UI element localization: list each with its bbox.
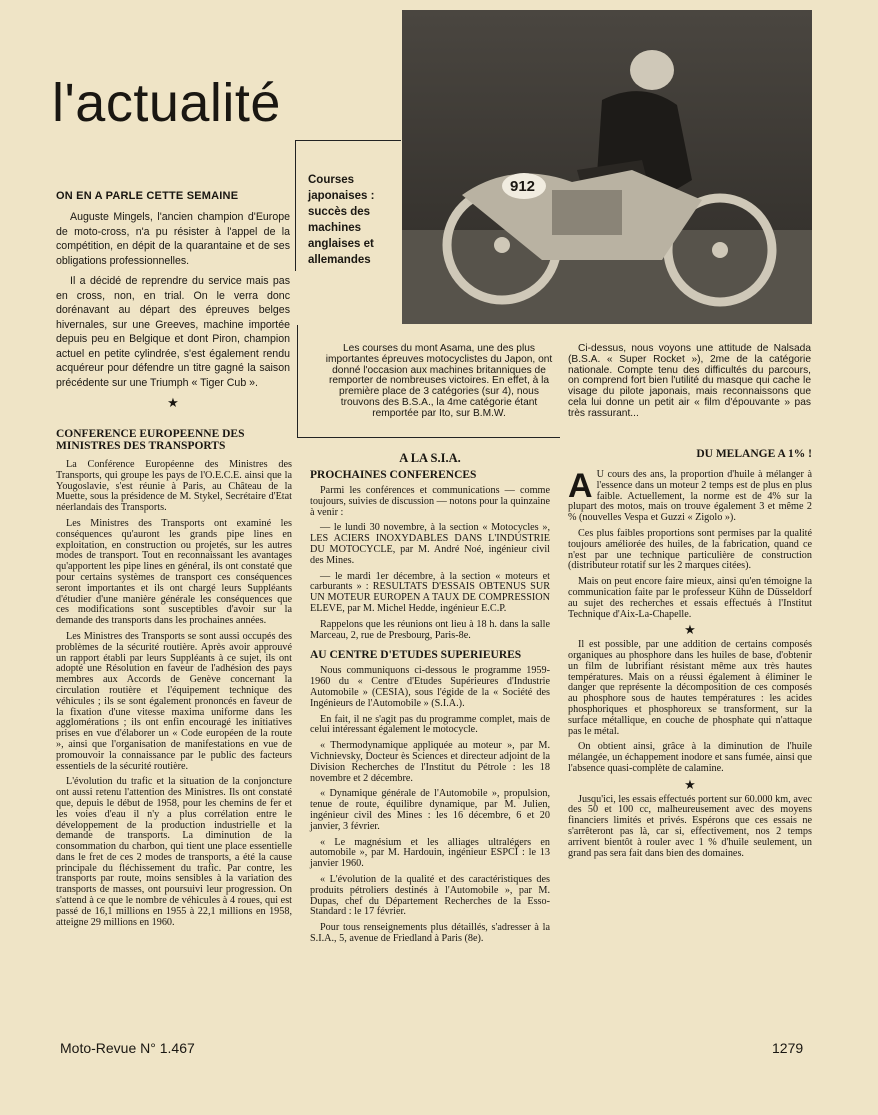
paragraph: On obtient ainsi, grâce à la diminution de l'huile mélangée, un échappement inodore et sans fumée, ainsi que l'absence quasi-complète de calamine.	[568, 741, 812, 774]
article-heading: AU CENTRE D'ETUDES SUPERIEURES	[310, 649, 522, 662]
paragraph: Il est possible, par une addition de certains composés organiques au phosphore dans les huiles de base, d'obtenir un film de lubrifiant résistant même aux très hautes températures. Mais on a réussi également à éliminer le danger que représente la décomposition de ces composés au phosphore sous de hautes températures : les acides phosphoriques et phosphoreux se transforment, sur la surface métallique, en couche de phosphate qui n'attaque pas le métal.	[568, 639, 812, 737]
paragraph: « Le magnésium et les alliages ultralégers en automobile », par M. Hardouin, ingénieur ESPCI : le 13 janvier 1960.	[310, 836, 550, 870]
paragraph: « Thermodynamique appliquée au moteur », par M. Vichnievsky, Docteur ès Sciences et directeur adjoint de la Division Recherches de l'Institut du Pétrole : les 18 novembre et 2 décembre.	[310, 740, 550, 784]
paragraph: L'évolution du trafic et la situation de la conjoncture ont aussi retenu l'attention des Ministres. Ils ont constaté que, depuis le début de 1958, pour les chemins de fer et les voies d'eau il n'y a plus corrélation entre le développement de la production industrielle et la demande de transports. La diminution de la consommation du charbon, qui tient une place essentielle dans le fret de ces 2 modes de transports, a été la cause principale du fléchissement du trafic. Par contre, les transports par route, moins sensibles à la variation des transports de masses, ont poursuivi leur progression. On s'attend à ce que le nombre de véhicules à 4 roues, qui est passé de 16,1 millions en 1955 à 22,1 millions en 1958, atteigne 29 millions en 1960.	[56, 776, 292, 928]
paragraph: « L'évolution de la qualité et des caractéristiques des produits pétroliers destinés à l'Automobile », par M. Dupas, chef du Département Recherches de la Esso-Standard : le 17 février.	[310, 873, 550, 918]
paragraph: Pour tous renseignements plus détaillés, s'adresser à la S.I.A., 5, avenue de Friedland à Paris (8e).	[310, 922, 550, 944]
star-separator: ★	[684, 776, 696, 792]
paragraph: « Dynamique générale de l'Automobile », propulsion, tenue de route, équilibre dynamique, par M. Julien, ingénieur civil des Mines : les 16 décembre, 6 et 20 janvier, 3 février.	[310, 788, 550, 832]
paragraph: Jusqu'ici, les essais effectués portent sur 60.000 km, avec des 50 et 100 cc, malheureusement avec des moyens financiers limités et privés. Espérons que ces essais ne s'arrêteront pas là, car si, effectivement, nos 2 temps arrivent bientôt à rouler avec 1 % d'huile seulement, un grand pas sera fait dans bien des domaines.	[568, 793, 812, 859]
paragraph: Il a décidé de reprendre du service mais pas en cross, non, en trial. On le verra donc dorénavant au départ des épreuves belges hivernales, sur une Greeves, machine importée depuis peu en Belgique et dont Piron, champion actuel en petite cylindrée, s'est également rendu acquéreur pour défendre un titre gagné la saison précédente sur une Triumph « Tiger Cub ».	[56, 275, 290, 389]
paragraph: Auguste Mingels, l'ancien champion d'Europe de moto-cross, n'a pu résister à l'appel de la compétition, en dépit de la quarantaine et de ses obligations professionnelles.	[56, 211, 290, 267]
paragraph: Nous communiquons ci-dessous le programme 1959-1960 du « Centre d'Etudes Supérieures d'Industrie Automobile » (CESIA), sous l'égide de la « Société des Ingénieurs de l'Automobile » (S.I.A.).	[310, 665, 550, 709]
section-heading: ON EN A PARLE CETTE SEMAINE	[56, 190, 239, 202]
column-3	[568, 446, 812, 864]
motorcycle-photo	[402, 10, 812, 324]
motorcycle-rider-photo-icon	[402, 10, 812, 324]
column-2	[310, 452, 550, 950]
photo-caption	[568, 344, 811, 425]
article-heading: A LA S.I.A.	[399, 451, 461, 465]
paragraph: Les Ministres des Transports se sont aussi occupés des problèmes de la sécurité routière. Après avoir approuvé un rapport établi par leurs Suppléants à ce sujet, ils ont adopté une Résolution en faveur de l'adhésion des pays membres aux Accords de Genève concernant la circulation routière et l'équipement technique des véhicules ; ils se sont également prononcés en faveur de la fixation d'une vitesse maxima uniforme dans les agglomérations ; ils ont enfin encouragé les initiatives prises en vue d'élaborer un « Code européen de la route », ainsi que l'organisation de manifestations en vue de promouvoir la connaissance par le public des facteurs essentiels de la sécurité routière.	[56, 630, 292, 772]
paragraph: Rappelons que les réunions ont lieu à 18 h. dans la salle Marceau, 2, rue de Presbourg, Paris-8e.	[310, 618, 550, 641]
caption-text: Ci-dessus, nous voyons une attitude de Nalsada (B.S.A. « Super Rocket »), 2me de la catégorie nationale. Compte tenu des difficultés du parcours, on comprend fort bien l'utilité du masque qui cache le visage du pilote japonais, mais reconnaissons que cela lui donne un petit air « film d'épouvante » pas très rassurant...	[568, 343, 811, 419]
left-intro	[56, 210, 290, 415]
paragraph: A U cours des ans, la proportion d'huile à mélanger à l'essence dans un moteur 2 temps est de plus en plus faible. Actuellement, la norme est de 4% sur la plupart des motos, mais on trouve également 3 et même 2 % (nouvelles Vespa et Guzzi « Zigolo »).	[568, 467, 812, 524]
paragraph: La Conférence Européenne des Ministres des Transports, qui groupe les pays de l'O.E.C.E. ainsi que la Yougoslavie, s'est réunie à Paris, au Château de la Muette, sous la présidence de M. Stykel, Secrétaire d'Etat néerlandais des Transports.	[56, 459, 292, 514]
paragraph: Mais on peut encore faire mieux, ainsi qu'en témoigne la communication faite par le professeur Kühn de Düsseldorf au sujet des recherches et essais effectués à l'Institut Technique d'Aix-La-Chapelle.	[568, 576, 812, 620]
article-subheading: PROCHAINES CONFERENCES	[310, 469, 477, 481]
magazine-footer: Moto-Revue N° 1.467	[60, 1040, 195, 1056]
photo-caption-title: Courses japonaises : succès des machines anglaises et allemandes	[308, 174, 375, 266]
drop-cap: A	[568, 467, 593, 505]
paragraph: — le mardi 1er décembre, à la section « moteurs et carburants » : RESULTATS D'ESSAIS OBTENUS SUR UN MOTEUR EUROPEN A TAUX DE COMPRESSION ELEVE, par M. Michel Hedde, ingénieur E.C.P.	[310, 570, 550, 614]
number-plate: 912	[510, 178, 536, 195]
article-heading: DU MELANGE A 1% !	[696, 448, 812, 460]
star-separator: ★	[167, 395, 179, 410]
paragraph: — le lundi 30 novembre, à la section « Motocycles », LES ACIERS INOXYDABLES DANS L'INDUSTRIE DU MOTOCYCLE, par M. André Noé, ingénieur civil des Mines.	[310, 522, 550, 566]
star-separator: ★	[684, 622, 696, 638]
paragraph: Ces plus faibles proportions sont permises par la qualité toujours améliorée des huiles, de la fabrication, quand ce n'est par une technique particulière de construction (distributeur rotatif sur les 2 marques citées).	[568, 527, 812, 572]
article-heading: CONFERENCE EUROPEENNE DES MINISTRES DES TRANSPORTS	[56, 428, 245, 452]
page-number: 1279	[772, 1040, 804, 1056]
paragraph: Les Ministres des Transports ont examiné les conséquences qu'auront les grands pipe lines en exploitation, en construction ou projetés, sur les autres modes de transport. Tout en reconnaissant les avantages qu'apportent les pipe lines en général, ils ont constaté que pour certains systèmes de transport ces conséquences seront importantes et ils ont chargé leurs Suppléants d'étudier d'une manière générale les conséquences que ces modifications sont susceptibles d'avoir sur la demande des transports dans les prochaines années.	[56, 517, 292, 627]
column-1	[56, 428, 292, 933]
photo-caption	[322, 344, 556, 425]
paragraph: En fait, il ne s'agit pas du programme complet, mais de celui intéressant également le motocycle.	[310, 713, 550, 736]
paragraph: Parmi les conférences et communications — comme toujours, suivies de discussion — notons pour la quinzaine à venir :	[310, 485, 550, 518]
page-title: l'actualité	[52, 73, 281, 133]
caption-text: Les courses du mont Asama, une des plus importantes épreuves motocyclistes du Japon, ont donné l'occasion aux machines britanniques de remporter de nombreuses victoires. En effet, à la première place de 3 catégories (sur 4), nous trouvons des B.S.A., la 4me catégorie étant remportée par Ito, sur B.M.W.	[325, 343, 553, 419]
